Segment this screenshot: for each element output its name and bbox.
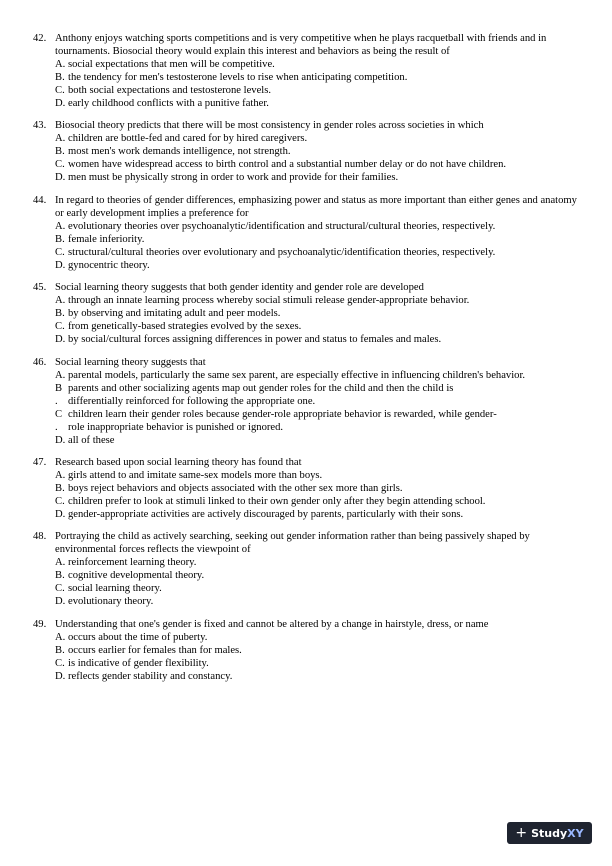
option-text: children learn their gender roles because gender-role appropriate behavior is rewarded, while gender- — [68, 408, 497, 420]
option-text: men must be physically strong in order to work and provide for their families. — [68, 172, 399, 184]
answer-option-continuation — [55, 421, 578, 434]
option-letter: D. — [55, 670, 66, 682]
option-text: structural/cultural theories over evolutionary and psychoanalytic/identification theories, respectively. — [68, 246, 496, 258]
badge-text-accent: XY — [567, 826, 584, 840]
continuation-text: differentially reinforced for following the appropriate one. — [68, 395, 316, 407]
option-letter: A. — [55, 295, 66, 307]
answer-option — [55, 158, 578, 171]
answer-option — [55, 469, 578, 482]
option-letter: B. — [55, 570, 65, 582]
question-number: 48. — [33, 531, 47, 543]
answer-option — [55, 670, 578, 683]
option-letter: D. — [55, 259, 66, 271]
answer-option — [55, 233, 578, 246]
question-body — [55, 281, 578, 346]
option-letter: B — [55, 382, 63, 394]
option-text: women have widespread access to birth control and a substantial number delay or do not have children. — [68, 159, 507, 171]
question-body — [55, 618, 578, 683]
answer-option — [55, 294, 578, 307]
option-text: most men's work demands intelligence, not strength. — [68, 146, 291, 158]
option-text: cognitive developmental theory. — [68, 570, 205, 582]
question-item — [33, 194, 578, 272]
question-item — [33, 281, 578, 346]
option-letter: C. — [55, 85, 65, 96]
option-letter: A. — [55, 133, 66, 145]
option-letter: B. — [55, 72, 65, 83]
question-body — [55, 119, 578, 184]
option-letter: D. — [55, 98, 66, 109]
option-letter: B. — [55, 308, 65, 320]
option-text: gynocentric theory. — [68, 259, 150, 271]
badge-text-main: Study — [531, 826, 568, 840]
option-letter: C. — [55, 495, 65, 507]
answer-option — [55, 220, 578, 233]
answer-option — [55, 508, 578, 521]
question-stem: Social learning theory suggests that — [55, 356, 206, 368]
answer-option — [55, 482, 578, 495]
answer-option — [55, 307, 578, 320]
option-text: boys reject behaviors and objects associated with the other sex more than girls. — [68, 482, 403, 494]
option-letter: B. — [55, 233, 65, 245]
question-stem: Understanding that one's gender is fixed and cannot be altered by a change in hairstyle, dress, or name — [55, 618, 489, 630]
continuation-text: role inappropriate behavior is punished or ignored. — [68, 421, 284, 433]
option-text: parents and other socializing agents map out gender roles for the child and then the child is — [68, 382, 454, 394]
option-letter: C. — [55, 246, 65, 258]
question-number: 43. — [33, 120, 47, 132]
option-text: reinforcement learning theory. — [68, 557, 197, 569]
option-text: social learning theory. — [68, 583, 162, 595]
answer-option — [55, 145, 578, 158]
question-item — [33, 356, 578, 447]
question-stem: Research based upon social learning theory has found that — [55, 456, 302, 468]
answer-option — [55, 582, 578, 595]
question-stem: In regard to theories of gender differences, emphasizing power and status as more important than either genes and anatomy or early development implies a preference for — [55, 194, 577, 219]
option-letter: C. — [55, 321, 65, 333]
option-letter: D. — [55, 508, 66, 520]
option-text: children prefer to look at stimuli linked to their own gender only after they begin attending school. — [68, 495, 486, 507]
question-item — [33, 119, 578, 184]
option-letter: C — [55, 408, 63, 420]
option-text: from genetically-based strategies evolved by the sexes. — [68, 321, 302, 333]
question-number: 47. — [33, 456, 47, 468]
option-letter: C. — [55, 583, 65, 595]
plus-icon: + — [515, 824, 528, 841]
question-list — [33, 32, 578, 692]
answer-option — [55, 495, 578, 508]
studyxy-badge[interactable] — [507, 822, 592, 844]
question-stem: Biosocial theory predicts that there will be most consistency in gender roles across societies in which — [55, 120, 484, 132]
answer-option — [55, 369, 578, 382]
option-letter: A. — [55, 631, 66, 643]
question-number: 45. — [33, 282, 47, 294]
question-number: 44. — [33, 194, 47, 206]
question-body — [55, 32, 578, 110]
option-text: girls attend to and imitate same-sex models more than boys. — [68, 469, 323, 481]
option-letter: A. — [55, 469, 66, 481]
option-text: occurs earlier for females than for males. — [68, 644, 242, 656]
answer-option — [55, 97, 578, 110]
option-letter: D. — [55, 172, 66, 184]
option-text: by observing and imitating adult and peer models. — [68, 308, 281, 320]
answer-option — [55, 320, 578, 333]
option-letter: C. — [55, 657, 65, 669]
option-letter: A. — [55, 369, 66, 381]
answer-option — [55, 71, 578, 84]
option-text: through an innate learning process whereby social stimuli release gender-appropriate behavior. — [68, 295, 470, 307]
continuation-mark: . — [55, 421, 58, 433]
question-body — [55, 356, 578, 447]
question-item — [33, 32, 578, 110]
option-text: by social/cultural forces assigning differences in power and status to females and males. — [68, 334, 442, 346]
question-stem: Anthony enjoys watching sports competitions and is very competitive when he plays racquetball with friends and in tournaments. Biosocial theory would explain this interest and behaviors as being the result of — [55, 33, 547, 57]
option-text: early childhood conflicts with a punitive father. — [68, 98, 269, 109]
option-text: gender-appropriate activities are actively discouraged by parents, particularly with their sons. — [68, 508, 464, 520]
option-letter: A. — [55, 557, 66, 569]
option-letter: A. — [55, 220, 66, 232]
answer-option — [55, 657, 578, 670]
answer-option — [55, 84, 578, 97]
continuation-mark: . — [55, 395, 58, 407]
option-text: the tendency for men's testosterone levels to rise when anticipating competition. — [68, 72, 408, 83]
option-text: occurs about the time of puberty. — [68, 631, 208, 643]
option-text: is indicative of gender flexibility. — [68, 657, 209, 669]
question-item — [33, 530, 578, 608]
option-text: female inferiority. — [68, 233, 145, 245]
option-letter: B. — [55, 482, 65, 494]
answer-option — [55, 631, 578, 644]
answer-option — [55, 246, 578, 259]
question-number: 42. — [33, 33, 47, 44]
answer-option — [55, 434, 578, 447]
question-stem: Social learning theory suggests that both gender identity and gender role are developed — [55, 282, 424, 294]
option-letter: B. — [55, 644, 65, 656]
option-text: children are bottle-fed and cared for by hired caregivers. — [68, 133, 308, 145]
answer-option — [55, 171, 578, 184]
answer-option — [55, 132, 578, 145]
option-letter: D. — [55, 434, 66, 446]
option-letter: C. — [55, 159, 65, 171]
option-letter: A. — [55, 59, 66, 70]
option-text: social expectations that men will be competitive. — [68, 59, 275, 70]
question-number: 46. — [33, 356, 47, 368]
option-letter: B. — [55, 146, 65, 158]
answer-option — [55, 58, 578, 71]
option-text: parental models, particularly the same sex parent, are especially effective in influencing children's behavior. — [68, 369, 526, 381]
answer-option — [55, 556, 578, 569]
answer-option — [55, 569, 578, 582]
answer-option — [55, 595, 578, 608]
option-letter: D. — [55, 334, 66, 346]
question-body — [55, 456, 578, 521]
answer-option — [55, 408, 578, 421]
option-text: evolutionary theories over psychoanalytic/identification and structural/cultural theories, respectively. — [68, 220, 496, 232]
answer-option — [55, 644, 578, 657]
answer-option-continuation — [55, 395, 578, 408]
question-item — [33, 456, 578, 521]
option-text: both social expectations and testosterone levels. — [68, 85, 271, 96]
option-text: all of these — [68, 434, 115, 446]
option-text: reflects gender stability and constancy. — [68, 670, 233, 682]
answer-option — [55, 382, 578, 395]
option-text: evolutionary theory. — [68, 596, 154, 608]
question-item — [33, 618, 578, 683]
option-letter: D. — [55, 596, 66, 608]
question-number: 49. — [33, 618, 47, 630]
answer-option — [55, 333, 578, 346]
answer-option — [55, 259, 578, 272]
question-body — [55, 194, 578, 272]
question-stem: Portraying the child as actively searching, seeking out gender information rather than being passively shaped by environmental forces reflects the viewpoint of — [55, 531, 530, 556]
question-body — [55, 530, 578, 608]
